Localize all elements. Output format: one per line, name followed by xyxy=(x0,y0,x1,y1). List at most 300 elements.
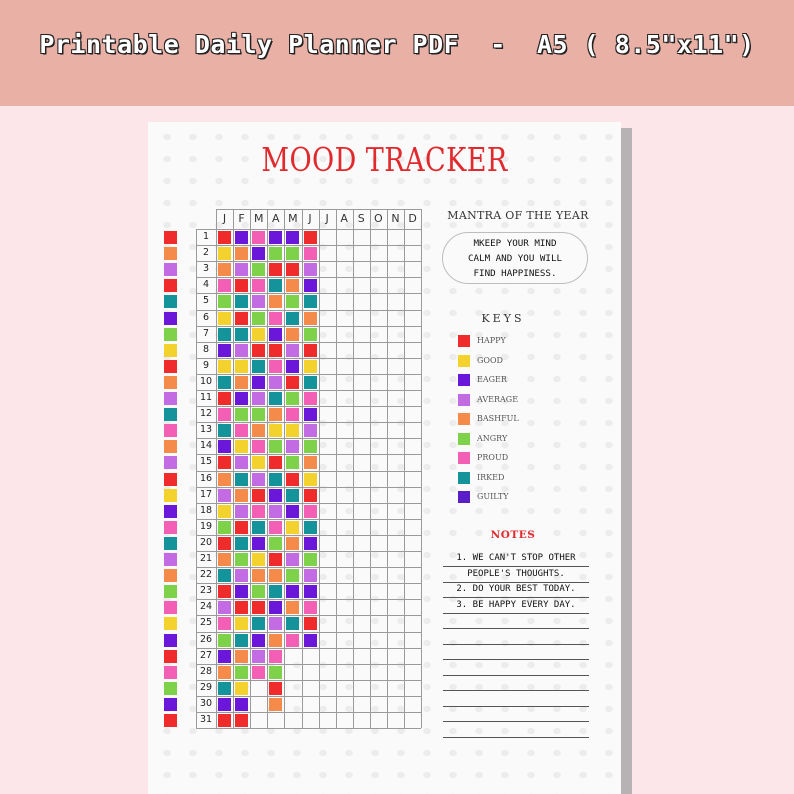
mood-square xyxy=(304,617,317,630)
mood-square xyxy=(252,424,265,437)
mood-square xyxy=(218,473,231,486)
day-number: 2 xyxy=(202,247,210,259)
mood-square xyxy=(218,360,231,373)
side-color-square xyxy=(164,376,177,389)
mood-square xyxy=(286,263,299,276)
header-banner xyxy=(0,0,794,106)
mood-square xyxy=(218,376,231,389)
mood-square xyxy=(235,521,248,534)
mood-square xyxy=(218,408,231,421)
notes-line xyxy=(443,566,589,567)
mood-square xyxy=(304,360,317,373)
mood-square xyxy=(269,279,282,292)
key-swatch xyxy=(458,355,470,367)
side-color-square xyxy=(164,682,177,695)
notes-line xyxy=(443,721,589,722)
mood-square xyxy=(252,601,265,614)
notes-line xyxy=(443,613,589,614)
side-color-square xyxy=(164,231,177,244)
mood-square xyxy=(286,569,299,582)
day-number: 15 xyxy=(199,456,213,468)
side-color-square xyxy=(164,456,177,469)
key-label: IRKED xyxy=(477,472,505,482)
note-text: PEOPLE'S THOUGHTS. xyxy=(467,568,565,579)
key-swatch xyxy=(458,413,470,425)
mood-square xyxy=(269,360,282,373)
mood-square xyxy=(235,392,248,405)
grid-line xyxy=(250,209,251,728)
key-label: BASHFUL xyxy=(477,414,519,423)
mood-square xyxy=(252,521,265,534)
mood-square xyxy=(218,231,231,244)
side-color-square xyxy=(164,344,177,357)
mood-square xyxy=(304,328,317,341)
month-header: N xyxy=(391,212,400,225)
day-number: 10 xyxy=(199,375,213,387)
day-number: 30 xyxy=(199,697,213,709)
mood-square xyxy=(218,617,231,630)
day-number: 6 xyxy=(202,311,210,323)
mood-square xyxy=(269,408,282,421)
day-number: 1 xyxy=(202,231,210,242)
mood-square xyxy=(252,553,265,566)
mood-square xyxy=(286,376,299,389)
side-color-square xyxy=(164,440,177,453)
mood-square xyxy=(235,537,248,550)
note-text: 3. BE HAPPY EVERY DAY. xyxy=(456,599,576,610)
mood-square xyxy=(235,344,248,357)
side-color-square xyxy=(164,247,177,260)
grid-line xyxy=(284,209,285,728)
side-color-square xyxy=(164,569,177,582)
mood-square xyxy=(304,279,317,292)
grid-line xyxy=(370,209,371,728)
side-color-square xyxy=(164,585,177,598)
mood-square xyxy=(252,440,265,453)
key-swatch xyxy=(458,452,470,464)
mood-square xyxy=(252,312,265,325)
mood-square xyxy=(218,601,231,614)
side-color-square xyxy=(164,424,177,437)
mood-square xyxy=(286,392,299,405)
mood-square xyxy=(269,247,282,260)
day-number: 29 xyxy=(199,681,213,693)
mood-square xyxy=(269,585,282,598)
side-color-square xyxy=(164,634,177,647)
mood-square xyxy=(269,456,282,469)
day-number: 17 xyxy=(199,488,213,500)
mood-square xyxy=(218,553,231,566)
mood-square xyxy=(269,489,282,502)
mood-square xyxy=(286,424,299,437)
mood-square xyxy=(235,569,248,582)
mood-square xyxy=(269,698,282,711)
mood-square xyxy=(218,698,231,711)
day-number: 16 xyxy=(199,472,213,484)
mood-square xyxy=(269,634,282,647)
day-number: 22 xyxy=(199,569,213,581)
day-number: 9 xyxy=(202,359,210,371)
mood-square xyxy=(269,312,282,325)
grid-line xyxy=(404,209,405,728)
mood-square xyxy=(286,634,299,647)
mood-square xyxy=(286,456,299,469)
mood-square xyxy=(235,666,248,679)
notes-heading: NOTES xyxy=(490,529,536,541)
mood-square xyxy=(252,634,265,647)
note-text: 2. DO YOUR BEST TODAY. xyxy=(456,584,576,594)
mood-square xyxy=(218,505,231,518)
notes-line xyxy=(443,737,589,738)
mood-square xyxy=(235,505,248,518)
grid-line xyxy=(302,209,303,728)
mood-square xyxy=(235,682,248,695)
side-color-square xyxy=(164,714,177,727)
side-color-square xyxy=(164,617,177,630)
mood-square xyxy=(252,617,265,630)
mood-square xyxy=(235,360,248,373)
mood-square xyxy=(252,360,265,373)
mood-square xyxy=(286,328,299,341)
mood-square xyxy=(252,231,265,244)
mood-square xyxy=(304,634,317,647)
mood-square xyxy=(269,505,282,518)
key-label: GOOD xyxy=(477,355,503,365)
side-color-square xyxy=(164,392,177,405)
mood-square xyxy=(235,424,248,437)
mantra-heading: MANTRA OF THE YEAR xyxy=(447,209,589,222)
grid-line xyxy=(421,209,422,728)
mood-square xyxy=(235,585,248,598)
mood-square xyxy=(304,553,317,566)
mood-square xyxy=(269,376,282,389)
mood-square xyxy=(286,601,299,614)
day-number: 11 xyxy=(199,392,213,403)
mood-square xyxy=(235,376,248,389)
mood-square xyxy=(286,505,299,518)
side-color-square xyxy=(164,601,177,614)
mood-square xyxy=(235,440,248,453)
mood-square xyxy=(218,521,231,534)
day-number: 20 xyxy=(199,536,213,548)
mood-square xyxy=(269,392,282,405)
side-color-square xyxy=(164,360,177,373)
day-number: 13 xyxy=(199,424,213,436)
mood-square xyxy=(252,489,265,502)
day-number: 19 xyxy=(199,520,213,532)
month-header: A xyxy=(272,212,280,225)
day-number: 31 xyxy=(199,714,213,725)
grid-line xyxy=(353,209,354,728)
side-color-square xyxy=(164,295,177,308)
mood-square xyxy=(235,714,248,727)
mood-square xyxy=(286,231,299,244)
mood-square xyxy=(269,569,282,582)
notes-line xyxy=(443,659,589,660)
day-number: 21 xyxy=(199,553,213,564)
mood-square xyxy=(304,263,317,276)
mood-square xyxy=(304,247,317,260)
mood-square xyxy=(286,440,299,453)
mood-square xyxy=(218,328,231,341)
notes-line xyxy=(443,597,589,598)
mood-square xyxy=(252,569,265,582)
mood-square xyxy=(218,344,231,357)
notes-line xyxy=(443,675,589,676)
day-number: 26 xyxy=(199,633,213,645)
key-label: EAGER xyxy=(477,375,507,384)
side-color-square xyxy=(164,666,177,679)
key-swatch xyxy=(458,491,470,503)
month-header: J xyxy=(308,212,312,225)
day-number: 14 xyxy=(199,440,213,452)
mood-square xyxy=(252,392,265,405)
mood-square xyxy=(235,295,248,308)
mood-square xyxy=(252,585,265,598)
mood-square xyxy=(269,617,282,630)
mood-square xyxy=(286,408,299,421)
mood-square xyxy=(235,247,248,260)
planner-title: MOOD TRACKER xyxy=(261,140,508,179)
mood-square xyxy=(269,440,282,453)
mood-square xyxy=(286,585,299,598)
mood-square xyxy=(286,537,299,550)
banner-title: Printable Daily Planner PDF - A5 ( 8.5"x11") xyxy=(39,30,755,59)
mood-square xyxy=(218,456,231,469)
mood-square xyxy=(218,440,231,453)
mantra-line: FIND HAPPINESS. xyxy=(473,268,557,279)
mood-square xyxy=(304,392,317,405)
side-color-square xyxy=(164,473,177,486)
mood-square xyxy=(235,408,248,421)
side-color-square xyxy=(164,312,177,325)
mood-square xyxy=(269,682,282,695)
mood-square xyxy=(235,328,248,341)
month-header: A xyxy=(340,212,348,225)
side-color-square xyxy=(164,537,177,550)
mood-square xyxy=(304,344,317,357)
mood-square xyxy=(304,456,317,469)
mood-square xyxy=(218,569,231,582)
grid-line xyxy=(387,209,388,728)
mood-square xyxy=(269,650,282,663)
mood-square xyxy=(235,617,248,630)
side-color-square xyxy=(164,505,177,518)
mood-square xyxy=(286,489,299,502)
mood-square xyxy=(269,328,282,341)
mood-square xyxy=(218,279,231,292)
mood-square xyxy=(218,537,231,550)
grid-line xyxy=(267,209,268,728)
mood-square xyxy=(218,714,231,727)
mood-square xyxy=(304,376,317,389)
mood-square xyxy=(235,650,248,663)
key-label: GUILTY xyxy=(477,492,509,501)
mood-square xyxy=(252,505,265,518)
mood-square xyxy=(252,279,265,292)
mood-square xyxy=(304,312,317,325)
mood-square xyxy=(252,344,265,357)
side-color-square xyxy=(164,263,177,276)
mood-square xyxy=(252,408,265,421)
key-label: AVERAGE xyxy=(477,394,519,404)
mood-square xyxy=(218,247,231,260)
key-swatch xyxy=(458,433,470,445)
mood-square xyxy=(218,312,231,325)
note-text: 1. WE CAN'T STOP OTHER xyxy=(456,553,576,563)
mood-square xyxy=(304,489,317,502)
mood-square xyxy=(218,585,231,598)
mood-square xyxy=(218,424,231,437)
mood-square xyxy=(235,698,248,711)
side-color-square xyxy=(164,279,177,292)
mood-square xyxy=(269,424,282,437)
month-header: M xyxy=(288,212,298,225)
mood-square xyxy=(269,553,282,566)
month-header: F xyxy=(238,212,245,225)
mantra-line: MKEEP YOUR MIND xyxy=(473,238,557,249)
notes-line xyxy=(443,644,589,645)
mood-square xyxy=(235,312,248,325)
mood-square xyxy=(218,650,231,663)
day-number: 28 xyxy=(199,665,213,677)
mood-square xyxy=(304,521,317,534)
day-number: 8 xyxy=(202,343,210,355)
mood-square xyxy=(252,376,265,389)
month-header: D xyxy=(408,212,417,225)
keys-heading: KEYS xyxy=(481,312,525,325)
day-number: 7 xyxy=(202,327,210,339)
notes-line xyxy=(443,706,589,707)
key-swatch xyxy=(458,472,470,484)
mood-square xyxy=(252,666,265,679)
mood-square xyxy=(286,312,299,325)
mood-square xyxy=(304,408,317,421)
mood-square xyxy=(235,553,248,566)
mood-square xyxy=(269,601,282,614)
mood-square xyxy=(286,360,299,373)
mood-square xyxy=(235,601,248,614)
mood-square xyxy=(304,601,317,614)
grid-line xyxy=(233,209,234,728)
key-swatch xyxy=(458,374,470,386)
notes-line xyxy=(443,628,589,629)
mantra-line: CALM AND YOU WILL xyxy=(467,253,563,264)
mood-square xyxy=(218,682,231,695)
day-number: 3 xyxy=(202,263,210,275)
mood-square xyxy=(235,634,248,647)
mood-square xyxy=(252,247,265,260)
mood-square xyxy=(269,344,282,357)
grid-line xyxy=(319,209,320,728)
mood-square xyxy=(286,279,299,292)
side-color-square xyxy=(164,328,177,341)
grid-line xyxy=(336,209,337,728)
side-color-square xyxy=(164,408,177,421)
month-header: S xyxy=(357,212,365,225)
key-label: ANGRY xyxy=(477,433,508,443)
mood-square xyxy=(235,489,248,502)
day-number: 23 xyxy=(199,585,213,597)
mood-square xyxy=(304,231,317,244)
mood-square xyxy=(252,650,265,663)
day-number: 5 xyxy=(202,295,210,307)
mood-square xyxy=(304,424,317,437)
mood-square xyxy=(269,231,282,244)
mood-square xyxy=(304,569,317,582)
mood-square xyxy=(269,295,282,308)
mood-square xyxy=(235,279,248,292)
mood-square xyxy=(304,295,317,308)
grid-line xyxy=(216,209,217,728)
mood-square xyxy=(235,456,248,469)
mood-square xyxy=(269,537,282,550)
key-label: HAPPY xyxy=(477,336,506,345)
side-color-square xyxy=(164,521,177,534)
mood-square xyxy=(304,440,317,453)
mood-square xyxy=(218,489,231,502)
mood-square xyxy=(235,263,248,276)
month-header: O xyxy=(374,212,383,225)
mood-square xyxy=(286,617,299,630)
grid-line xyxy=(196,728,421,729)
day-number: 4 xyxy=(202,279,210,291)
mood-square xyxy=(269,666,282,679)
side-color-square xyxy=(164,650,177,663)
mood-square xyxy=(286,521,299,534)
mood-square xyxy=(269,521,282,534)
day-number: 24 xyxy=(199,601,213,613)
side-color-square xyxy=(164,489,177,502)
month-header: J xyxy=(222,212,227,225)
mood-square xyxy=(252,328,265,341)
mood-square xyxy=(252,263,265,276)
side-color-square xyxy=(164,698,177,711)
mood-square xyxy=(304,505,317,518)
day-number: 18 xyxy=(199,504,213,516)
day-number: 12 xyxy=(199,408,213,420)
notes-line xyxy=(443,690,589,691)
mood-square xyxy=(218,263,231,276)
day-number: 25 xyxy=(199,617,213,629)
mood-square xyxy=(286,553,299,566)
mood-square xyxy=(218,295,231,308)
mood-square xyxy=(304,585,317,598)
mood-square xyxy=(252,456,265,469)
day-number: 27 xyxy=(199,649,213,661)
mood-square xyxy=(235,231,248,244)
mood-square xyxy=(304,537,317,550)
mood-square xyxy=(252,537,265,550)
mood-square xyxy=(286,344,299,357)
key-label: PROUD xyxy=(477,453,509,462)
key-swatch xyxy=(458,394,470,406)
mood-square xyxy=(218,634,231,647)
mood-square xyxy=(218,392,231,405)
key-swatch xyxy=(458,335,470,347)
month-header: J xyxy=(325,212,329,225)
mood-square xyxy=(269,473,282,486)
mood-square xyxy=(235,473,248,486)
month-header: M xyxy=(253,212,264,225)
mood-square xyxy=(218,666,231,679)
mood-square xyxy=(252,473,265,486)
mood-square xyxy=(286,295,299,308)
mood-square xyxy=(286,247,299,260)
mood-square xyxy=(286,473,299,486)
side-color-square xyxy=(164,553,177,566)
mood-square xyxy=(304,473,317,486)
